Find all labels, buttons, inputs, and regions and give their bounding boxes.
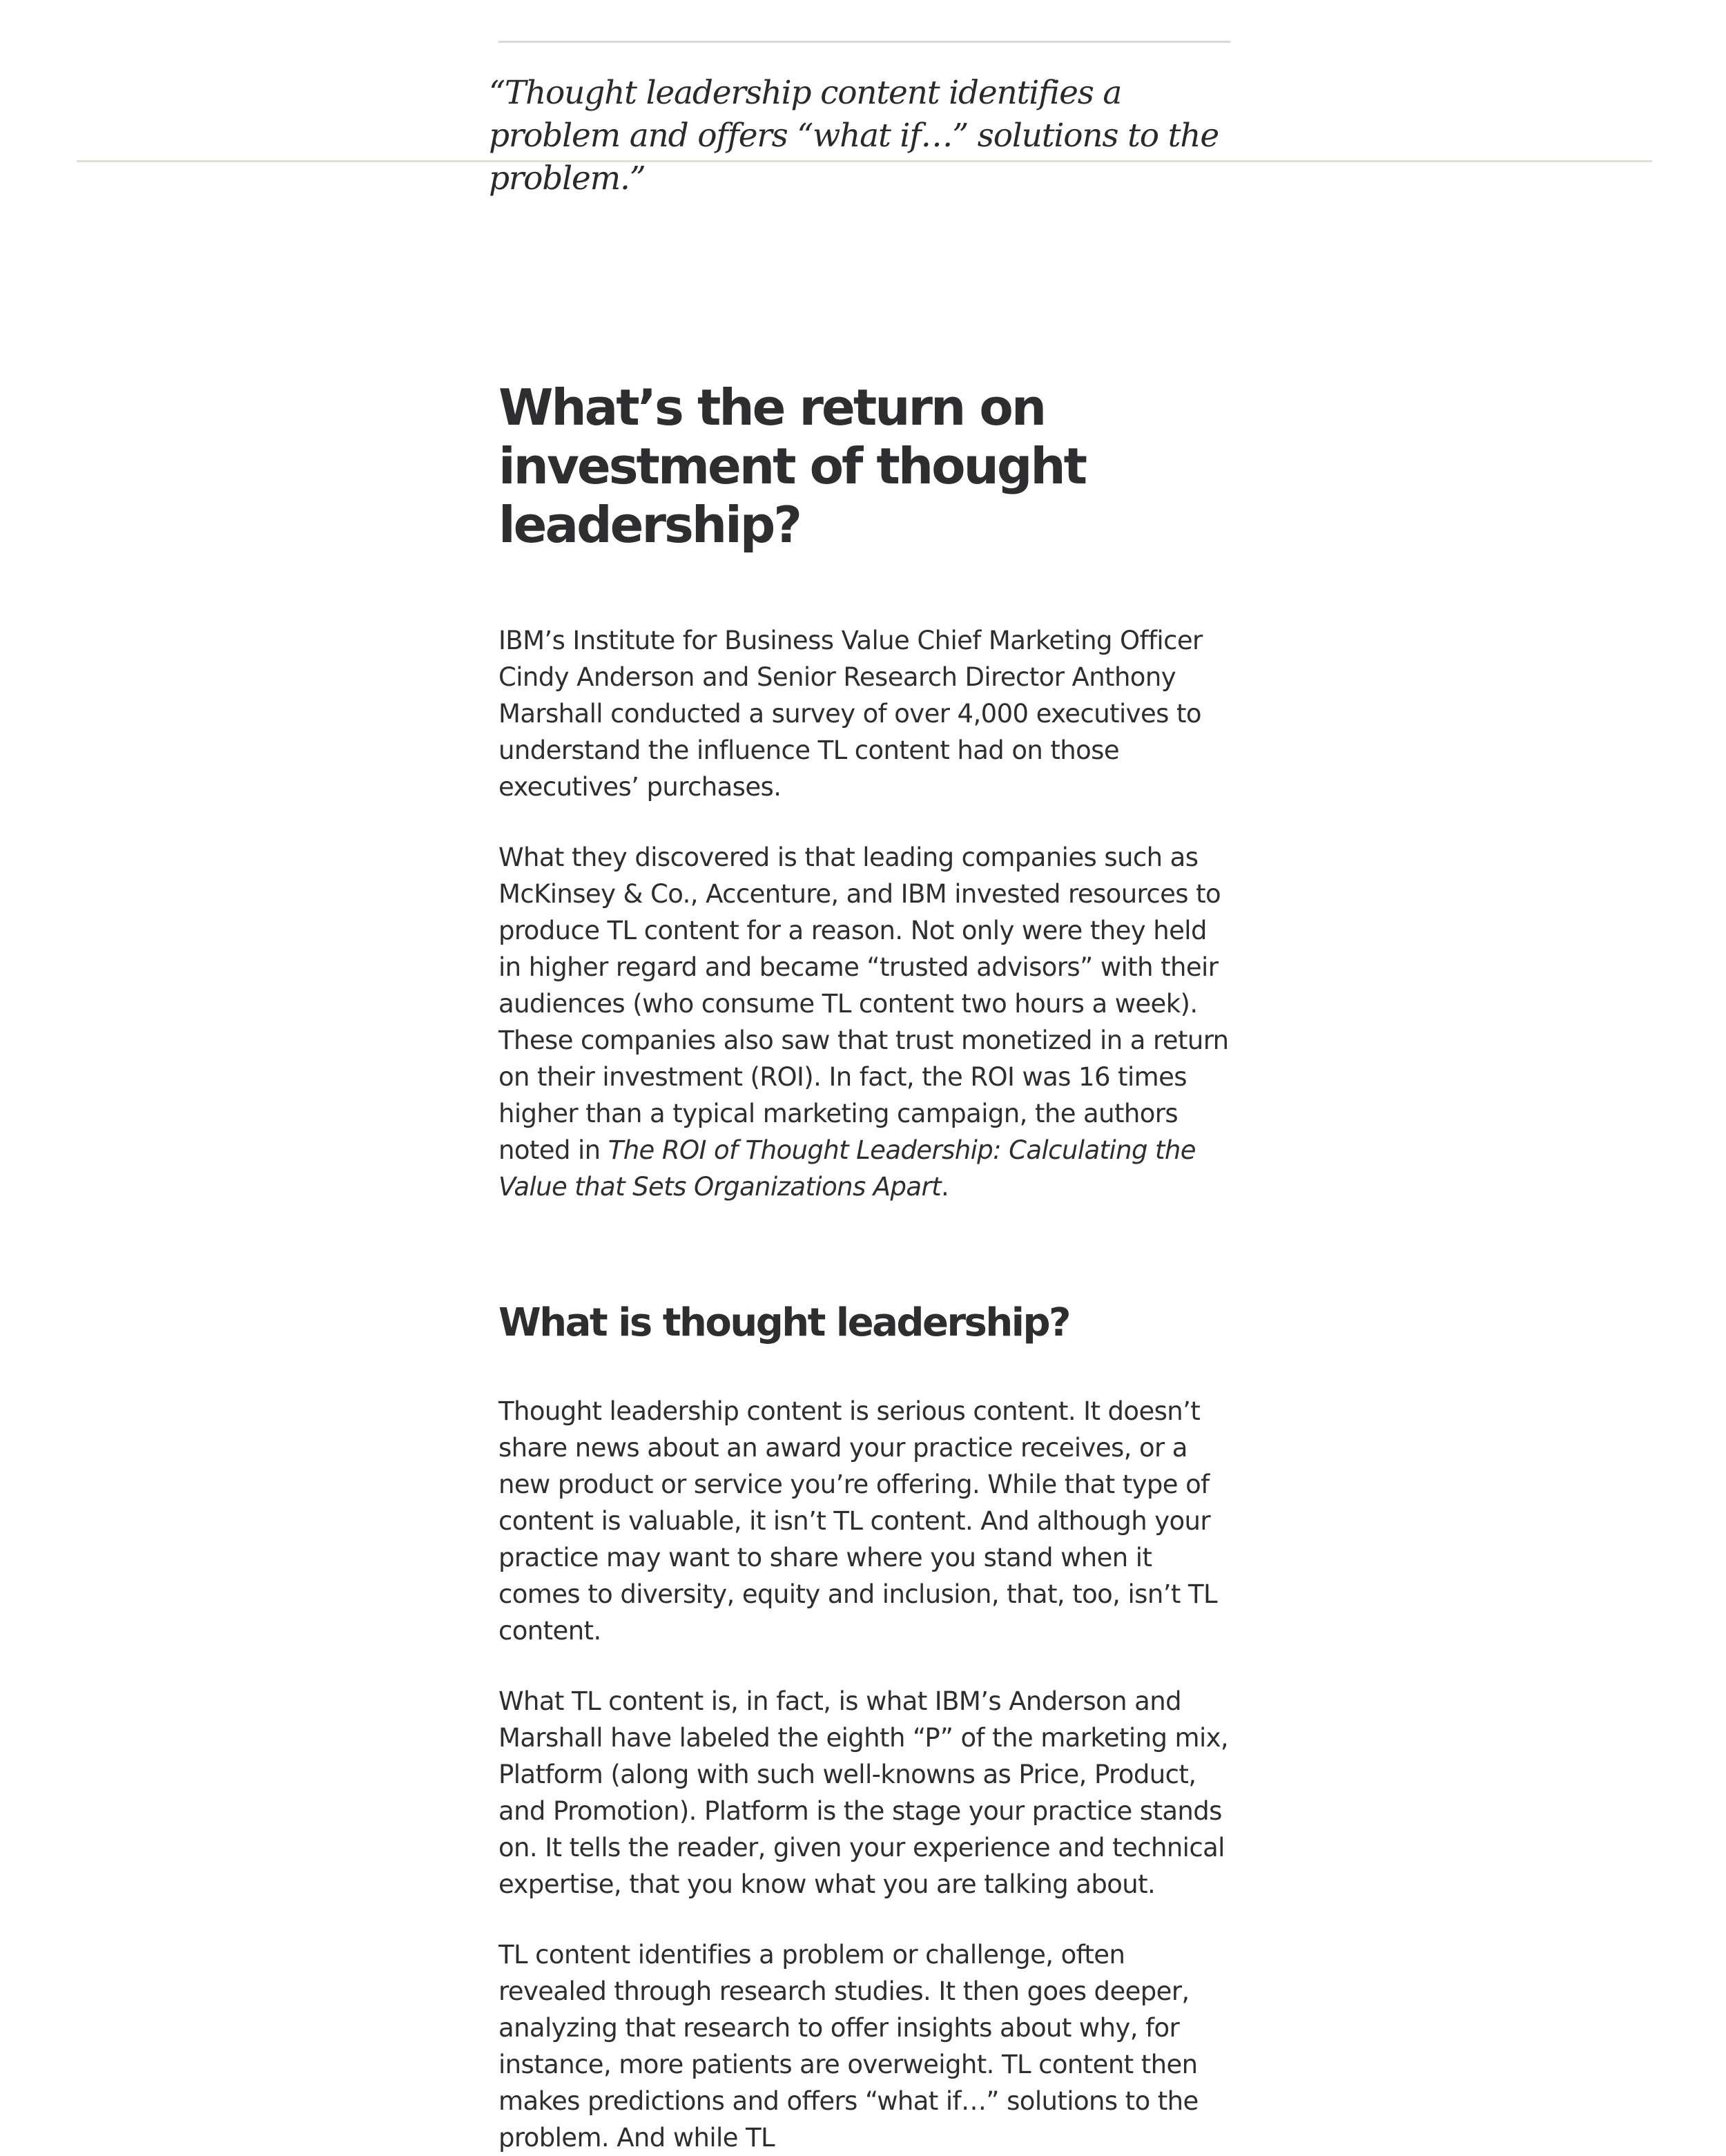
- paragraph-roi-survey: IBM’s Institute for Business Value Chief Marketing Officer Cindy Anderson and Senior Research Director Anthony Marshall conducted a survey of over 4,000 executives to understand the influence TL content had on those executives’ purchases.: [498, 626, 1203, 802]
- paragraph-roi-findings-text: What they discovered is that leading companies such as McKinsey & Co., Accenture, and IBM invested resources to produce TL content for a reason. Not only were they held in higher regard and became “trusted advisors” with their audiences (who consume TL content two hours a week). These companies also saw that trust monetized in a return on their investment (ROI). In fact, the ROI was 16 times higher than a typical marketing campaign, the authors noted in: [498, 843, 1229, 1165]
- section-roi: [498, 378, 1230, 1205]
- article-body: [498, 378, 1230, 2156]
- paragraph-definition-platform: What TL content is, in fact, is what IBM’s Anderson and Marshall have labeled the eighth “P” of the marketing mix, Platform (along with such well-knowns as Price, Product, and Promotion). Platform is the stage your practice stands on. It tells the reader, given your experience and technical expertise, that you know what you are talking about.: [498, 1686, 1229, 1899]
- pull-quote-top-divider: [498, 41, 1230, 43]
- paragraph-roi-findings-end: .: [941, 1172, 949, 1202]
- paragraph-definition-problem: TL content identifies a problem or challenge, often revealed through research studies. It then goes deeper, analyzing that research to offer insights about why, for instance, more patients are overweight. TL content then makes predictions and offers “what if…” solutions to the problem. And while TL: [498, 1940, 1199, 2153]
- section-heading-definition: What is thought leadership?: [498, 1300, 1070, 1345]
- paragraph-roi-findings: [498, 839, 1230, 1205]
- section-heading-roi: What’s the return on investment of thought leadership?: [498, 378, 1086, 554]
- pull-quote: “Thought leadership content identifies a problem and offers “what if…” solutions to the problem.”: [489, 74, 1219, 198]
- book-title: The ROI of Thought Leadership: Calculating the Value that Sets Organizations Apart: [498, 1135, 1196, 1202]
- pull-quote-bottom-divider: [77, 160, 1652, 162]
- paragraph-definition-serious: Thought leadership content is serious content. It doesn’t share news about an award your practice receives, or a new product or service you’re offering. While that type of content is valuable, it isn’t TL content. And although your practice may want to share where you stand when it comes to diversity, equity and inclusion, that, too, isn’t TL content.: [498, 1396, 1217, 1646]
- section-definition: [498, 1299, 1230, 2156]
